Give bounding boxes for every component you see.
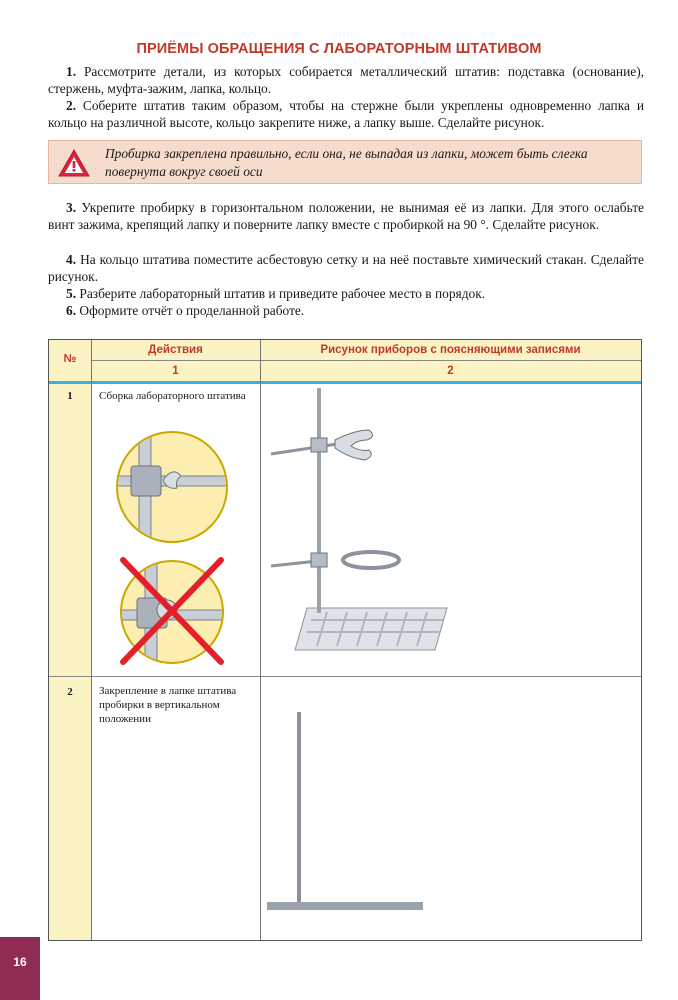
header-actions: Действия bbox=[148, 344, 203, 356]
page-number: 16 bbox=[0, 937, 40, 1000]
stand-base-illustration bbox=[267, 712, 427, 912]
header-divider bbox=[49, 381, 641, 384]
warning-box bbox=[48, 140, 642, 184]
step-2: 2. Соберите штатив таким образом, чтобы на стержне были укреплены одновременно лапка и кольцо на различной высоте, кольцо закрепите ниже, а лапку выше. Сделайте рисунок. bbox=[48, 98, 644, 130]
header-figure: Рисунок приборов с поясняющими записями bbox=[320, 344, 581, 356]
header-col-2: 2 bbox=[447, 365, 454, 377]
page-title: ПРИЁМЫ ОБРАЩЕНИЯ С ЛАБОРАТОРНЫМ ШТАТИВОМ bbox=[136, 41, 542, 57]
step-3: 3. Укрепите пробирку в горизонтальном положении, не вынимая её из лапки. Для этого ослабьте винт зажима, крепящий лапку и поверните лапку вместе с пробиркой на 90 °. Сделайте рисунок. bbox=[48, 200, 644, 232]
header-num: № bbox=[63, 353, 77, 365]
step-4: 4. На кольцо штатива поместите асбестовую сетку и на неё поставьте химический стакан. Сделайте рисунок. bbox=[48, 252, 644, 284]
step-1: 1. Рассмотрите детали, из которых собирается металлический штатив: подставка (основание), стержень, муфта-зажим, лапка, кольцо. bbox=[48, 64, 644, 96]
step-6: 6. Оформите отчёт о проделанной работе. bbox=[66, 303, 305, 318]
clamp-incorrect-illustration bbox=[115, 552, 229, 666]
header-col-1: 1 bbox=[172, 365, 179, 377]
row-1-action: Сборка лабораторного штатива bbox=[99, 390, 246, 402]
warning-triangle-icon bbox=[57, 148, 91, 178]
assembled-stand-illustration bbox=[267, 388, 467, 658]
warning-text: Пробирка закреплена правильно, если она, не выпадая из лапки, может быть слегка повернута вокруг своей оси bbox=[105, 146, 588, 179]
step-5: 5. Разберите лабораторный штатив и приведите рабочее место в порядок. bbox=[66, 286, 486, 301]
clamp-correct-illustration bbox=[115, 430, 229, 544]
row-2-num: 2 bbox=[67, 686, 73, 698]
report-table bbox=[48, 339, 642, 941]
row-1-num: 1 bbox=[67, 390, 73, 402]
row-2-action: Закрепление в лапке штатива пробирки в вертикальном положении bbox=[99, 685, 237, 725]
